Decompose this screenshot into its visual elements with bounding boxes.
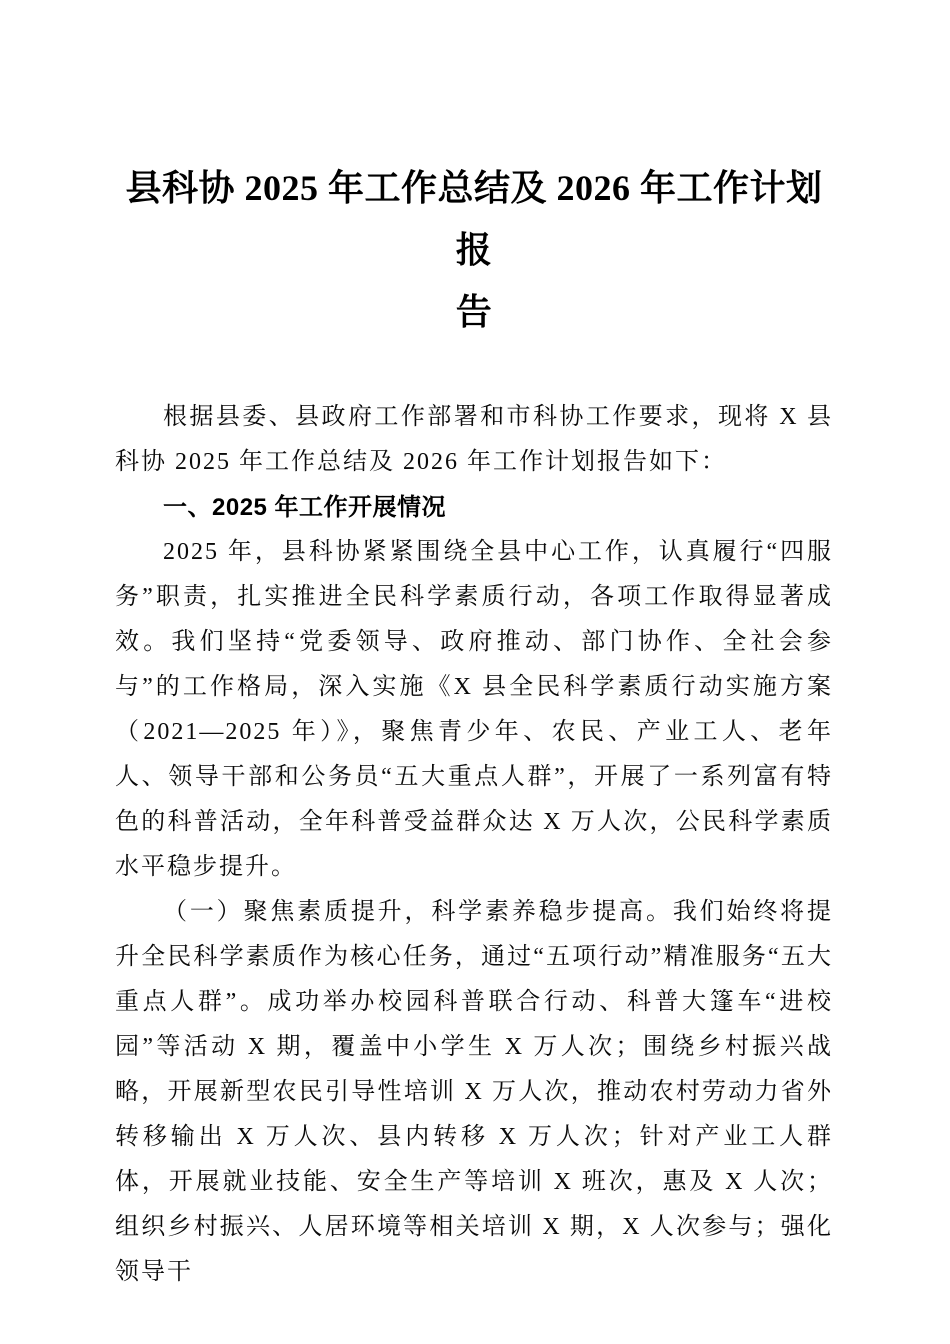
document-title-line-1: 县科协 2025 年工作总结及 2026 年工作计划报 (125, 168, 823, 270)
paragraph-2025-overview: 2025 年，县科协紧紧围绕全县中心工作，认真履行“四服务”职责，扎实推进全民科学素质行动，各项工作取得显著成效。我们坚持“党委领导、政府推动、部门协作、全社会参与”的工作格局，深入实施《X 县全民科学素质行动实施方案（2021—2025 年）》，聚焦青少年、农民、产业工人、老年人、领导干部和公务员“五大重点人群”，开展了一系列富有特色的科普活动，全年科普受益群众达 X 万人次，公民科学素质水平稳步提升。 (115, 539, 833, 880)
document-title-line-2: 告 (455, 292, 493, 332)
section-heading-2025-work: 一、2025 年工作开展情况 (163, 494, 447, 521)
intro-paragraph: 根据县委、县政府工作部署和市科协工作要求，现将 X 县科协 2025 年工作总结及 2026 年工作计划报告如下： (115, 404, 833, 475)
paragraph-quality-improvement: （一）聚焦素质提升，科学素养稳步提高。我们始终将提升全民科学素质作为核心任务，通过“五项行动”精准服务“五大重点人群”。成功举办校园科普联合行动、科普大篷车“进校园”等活动 X 期，覆盖中小学生 X 万人次；围绕乡村振兴战略，开展新型农民引导性培训 X 万人次，推动农村劳动力省外转移输出 X 万人次、县内转移 X 万人次；针对产业工人群体，开展就业技能、安全生产等培训 X 班次，惠及 X 人次；组织乡村振兴、人居环境等相关培训 X 期，X 人次参与；强化领导干 (115, 899, 833, 1285)
document-title (115, 157, 833, 343)
